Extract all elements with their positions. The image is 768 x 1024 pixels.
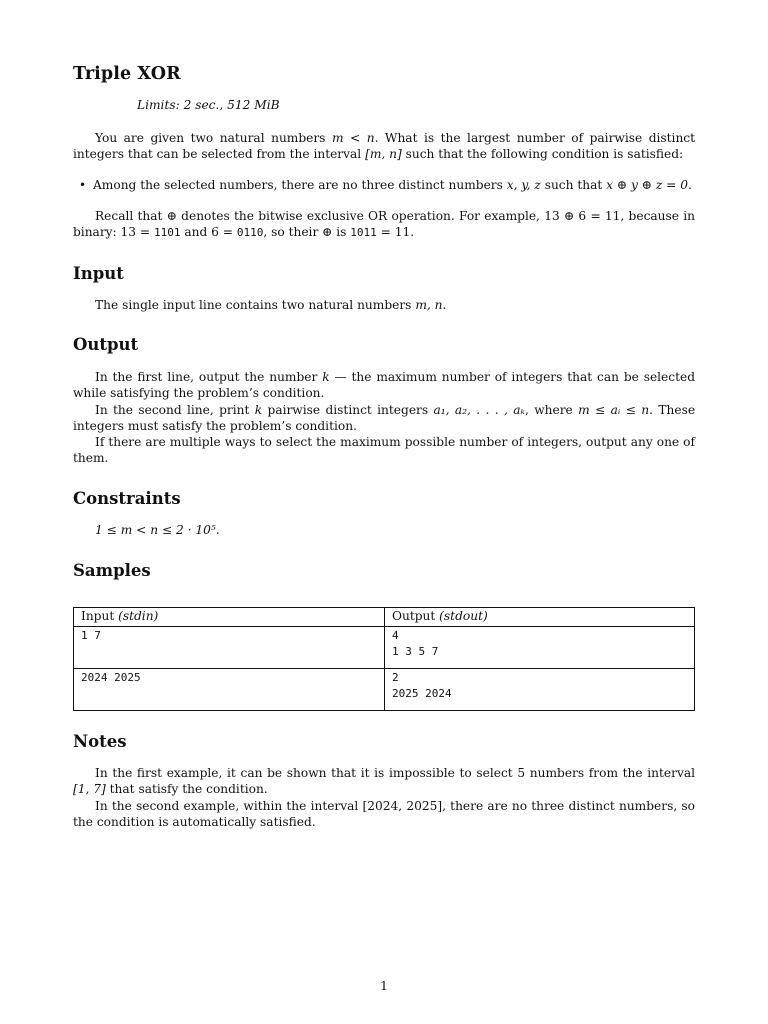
samples-table xyxy=(73,607,695,711)
output-heading: Output xyxy=(73,335,139,354)
output-paragraph-2: In the second line, print k pairwise distinct integers a₁, a₂, . . . , aₖ, where m ≤ aᵢ ≤ n. These integers must satisfy the problem’s condition. xyxy=(73,402,696,433)
statement-paragraph: You are given two natural numbers m < n. What is the largest number of pairwise distinct integers that can be selected from the interval [m, n] such that the following condition is satisfied: xyxy=(73,131,696,162)
sample-row xyxy=(74,627,695,669)
page-number: 1 xyxy=(380,979,388,993)
samples-header-row xyxy=(74,608,695,627)
output-paragraph-1: In the first line, output the number k — the maximum number of integers that can be selected while satisfying the problem’s condition. xyxy=(73,370,696,401)
samples-col-output: Output (stdout) xyxy=(385,608,695,627)
output-section xyxy=(73,369,695,467)
notes-section xyxy=(73,765,695,830)
sample-output-cell: 2 2025 2024 xyxy=(385,669,695,711)
condition-bullet: • Among the selected numbers, there are no three distinct numbers x, y, z such that x ⊕ y ⊕ z = 0. xyxy=(93,178,692,192)
sample-row xyxy=(74,669,695,711)
sample-output-cell: 4 1 3 5 7 xyxy=(385,627,695,669)
notes-paragraph-1: In the first example, it can be shown that it is impossible to select 5 numbers from the interval [1, 7] that satisfy the condition. xyxy=(73,766,695,797)
limits-text: Limits: 2 sec., 512 MiB xyxy=(137,98,280,112)
sample-input-cell: 2024 2025 xyxy=(74,669,385,711)
samples-col-input: Input (stdin) xyxy=(74,608,385,627)
constraints-heading: Constraints xyxy=(73,489,181,508)
input-heading: Input xyxy=(73,264,124,283)
input-text: The single input line contains two natural numbers m, n. xyxy=(95,298,447,312)
output-paragraph-3: If there are multiple ways to select the maximum possible number of integers, output any one of them. xyxy=(73,435,695,466)
problem-title: Triple XOR xyxy=(73,64,181,84)
sample-input-cell: 1 7 xyxy=(74,627,385,669)
xor-explanation: Recall that ⊕ denotes the bitwise exclusive OR operation. For example, 13 ⊕ 6 = 11, because in binary: 13 = 1101 and 6 = 0110, so their ⊕ is 1011 = 11. xyxy=(73,209,695,240)
constraints-text: 1 ≤ m < n ≤ 2 · 10⁵. xyxy=(95,523,220,537)
samples-heading: Samples xyxy=(73,561,151,580)
notes-heading: Notes xyxy=(73,732,127,751)
notes-paragraph-2: In the second example, within the interval [2024, 2025], there are no three distinct numbers, so the condition is automatically satisfied. xyxy=(73,798,695,829)
